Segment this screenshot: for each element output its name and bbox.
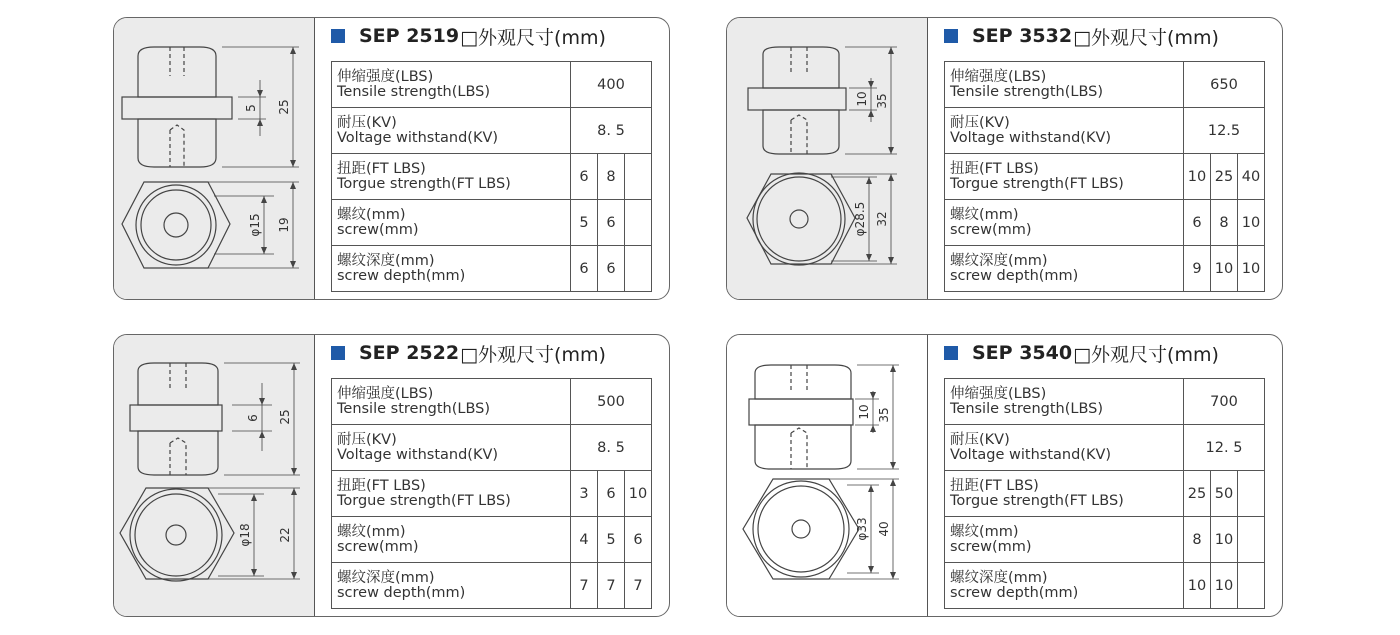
table-row xyxy=(332,246,652,292)
product-drawing-panel xyxy=(114,335,315,616)
depth-value: 10 xyxy=(1238,246,1265,292)
row-label: 扭距(FT LBS) Torgue strength(FT LBS) xyxy=(332,154,571,200)
spec-panel xyxy=(314,335,669,616)
row-label: 耐压(KV) Voltage withstand(KV) xyxy=(945,108,1184,154)
dim-band-height: 5 xyxy=(244,104,258,112)
insulator-drawing xyxy=(114,335,314,616)
torque-value: 3 xyxy=(571,471,598,517)
row-label: 扭距(FT LBS) Torgue strength(FT LBS) xyxy=(332,471,571,517)
screw-value: 6 xyxy=(598,200,625,246)
table-row xyxy=(332,154,652,200)
torque-value: 40 xyxy=(1238,154,1265,200)
card-title xyxy=(944,24,1219,48)
spec-card-sep3540 xyxy=(726,334,1283,617)
torque-value: 25 xyxy=(1211,154,1238,200)
spec-table xyxy=(944,61,1265,292)
screw-value: 6 xyxy=(625,517,652,563)
dim-band-height: 6 xyxy=(246,414,260,422)
title-square-icon xyxy=(944,29,958,43)
screw-value: 6 xyxy=(1184,200,1211,246)
model-name: SEP 2522 xyxy=(359,342,460,364)
table-row xyxy=(945,517,1265,563)
title-suffix: □外观尺寸(mm) xyxy=(460,343,606,366)
screw-value: 10 xyxy=(1211,517,1238,563)
row-label: 螺纹(mm) screw(mm) xyxy=(945,517,1184,563)
spec-card-sep3532 xyxy=(726,17,1283,300)
dim-hex-width: 40 xyxy=(877,521,891,537)
tensile-value: 400 xyxy=(571,62,652,108)
torque-value: 10 xyxy=(1184,154,1211,200)
row-label: 螺纹深度(mm) screw depth(mm) xyxy=(945,246,1184,292)
spec-card-sep2522 xyxy=(113,334,670,617)
depth-value: 7 xyxy=(625,563,652,609)
depth-value: 7 xyxy=(598,563,625,609)
row-label: 伸缩强度(LBS) Tensile strength(LBS) xyxy=(945,379,1184,425)
model-name: SEP 3532 xyxy=(972,25,1073,47)
table-row xyxy=(945,108,1265,154)
insulator-drawing xyxy=(727,335,927,616)
torque-value xyxy=(625,154,652,200)
spec-panel xyxy=(927,335,1282,616)
table-row xyxy=(945,246,1265,292)
row-label: 螺纹(mm) screw(mm) xyxy=(945,200,1184,246)
spec-panel xyxy=(314,18,669,299)
dim-band-height: 10 xyxy=(857,404,871,420)
table-row xyxy=(332,517,652,563)
screw-value: 4 xyxy=(571,517,598,563)
table-row xyxy=(945,425,1265,471)
model-name: SEP 3540 xyxy=(972,342,1073,364)
title-square-icon xyxy=(331,346,345,360)
dim-diameter: φ33 xyxy=(855,517,869,541)
table-row xyxy=(945,471,1265,517)
table-row xyxy=(332,471,652,517)
spec-panel xyxy=(927,18,1282,299)
torque-value: 6 xyxy=(571,154,598,200)
row-label: 扭距(FT LBS) Torgue strength(FT LBS) xyxy=(945,154,1184,200)
dim-diameter: φ15 xyxy=(248,213,262,237)
title-suffix: □外观尺寸(mm) xyxy=(460,26,606,49)
dim-hex-width: 22 xyxy=(278,527,292,543)
screw-value xyxy=(625,200,652,246)
table-row xyxy=(945,154,1265,200)
dim-hex-width: 32 xyxy=(875,211,889,227)
voltage-value: 12. 5 xyxy=(1184,425,1265,471)
dim-total-height: 35 xyxy=(875,93,889,109)
screw-value: 5 xyxy=(598,517,625,563)
row-label: 耐压(KV) Voltage withstand(KV) xyxy=(332,108,571,154)
table-row xyxy=(332,108,652,154)
depth-value xyxy=(625,246,652,292)
product-drawing-panel xyxy=(727,18,928,299)
screw-value: 10 xyxy=(1238,200,1265,246)
depth-value: 7 xyxy=(571,563,598,609)
torque-value: 10 xyxy=(625,471,652,517)
table-row xyxy=(945,62,1265,108)
dim-total-height: 25 xyxy=(277,99,291,115)
screw-value xyxy=(1238,517,1265,563)
tensile-value: 700 xyxy=(1184,379,1265,425)
depth-value: 6 xyxy=(571,246,598,292)
model-name: SEP 2519 xyxy=(359,25,460,47)
torque-value: 8 xyxy=(598,154,625,200)
dim-band-height: 10 xyxy=(855,91,869,107)
row-label: 伸缩强度(LBS) Tensile strength(LBS) xyxy=(332,62,571,108)
torque-value: 6 xyxy=(598,471,625,517)
voltage-value: 8. 5 xyxy=(571,425,652,471)
dim-total-height: 25 xyxy=(278,409,292,425)
card-title xyxy=(944,341,1219,365)
card-title xyxy=(331,341,606,365)
row-label: 伸缩强度(LBS) Tensile strength(LBS) xyxy=(945,62,1184,108)
torque-value: 25 xyxy=(1184,471,1211,517)
row-label: 耐压(KV) Voltage withstand(KV) xyxy=(945,425,1184,471)
table-row xyxy=(332,563,652,609)
row-label: 螺纹深度(mm) screw depth(mm) xyxy=(332,246,571,292)
dim-total-height: 35 xyxy=(877,407,891,423)
row-label: 耐压(KV) Voltage withstand(KV) xyxy=(332,425,571,471)
product-drawing-panel xyxy=(114,18,315,299)
table-row xyxy=(332,379,652,425)
depth-value: 10 xyxy=(1211,563,1238,609)
depth-value xyxy=(1238,563,1265,609)
screw-value: 8 xyxy=(1211,200,1238,246)
table-row xyxy=(945,563,1265,609)
screw-value: 5 xyxy=(571,200,598,246)
torque-value: 50 xyxy=(1211,471,1238,517)
spec-table xyxy=(331,61,652,292)
depth-value: 10 xyxy=(1211,246,1238,292)
title-square-icon xyxy=(944,346,958,360)
tensile-value: 650 xyxy=(1184,62,1265,108)
dim-diameter: φ18 xyxy=(238,523,252,547)
torque-value xyxy=(1238,471,1265,517)
spec-card-sep2519 xyxy=(113,17,670,300)
spec-table xyxy=(331,378,652,609)
card-title xyxy=(331,24,606,48)
dim-diameter: φ28.5 xyxy=(853,201,867,237)
voltage-value: 8. 5 xyxy=(571,108,652,154)
product-drawing-panel xyxy=(727,335,928,616)
row-label: 螺纹深度(mm) screw depth(mm) xyxy=(945,563,1184,609)
table-row xyxy=(945,200,1265,246)
tensile-value: 500 xyxy=(571,379,652,425)
table-row xyxy=(945,379,1265,425)
insulator-drawing xyxy=(114,18,314,299)
row-label: 伸缩强度(LBS) Tensile strength(LBS) xyxy=(332,379,571,425)
table-row xyxy=(332,425,652,471)
screw-value: 8 xyxy=(1184,517,1211,563)
dim-hex-width: 19 xyxy=(277,217,291,233)
spec-table xyxy=(944,378,1265,609)
row-label: 扭距(FT LBS) Torgue strength(FT LBS) xyxy=(945,471,1184,517)
depth-value: 6 xyxy=(598,246,625,292)
row-label: 螺纹(mm) screw(mm) xyxy=(332,517,571,563)
row-label: 螺纹深度(mm) screw depth(mm) xyxy=(332,563,571,609)
title-square-icon xyxy=(331,29,345,43)
table-row xyxy=(332,62,652,108)
title-suffix: □外观尺寸(mm) xyxy=(1073,343,1219,366)
insulator-drawing xyxy=(727,18,927,299)
depth-value: 10 xyxy=(1184,563,1211,609)
depth-value: 9 xyxy=(1184,246,1211,292)
title-suffix: □外观尺寸(mm) xyxy=(1073,26,1219,49)
voltage-value: 12.5 xyxy=(1184,108,1265,154)
table-row xyxy=(332,200,652,246)
row-label: 螺纹(mm) screw(mm) xyxy=(332,200,571,246)
